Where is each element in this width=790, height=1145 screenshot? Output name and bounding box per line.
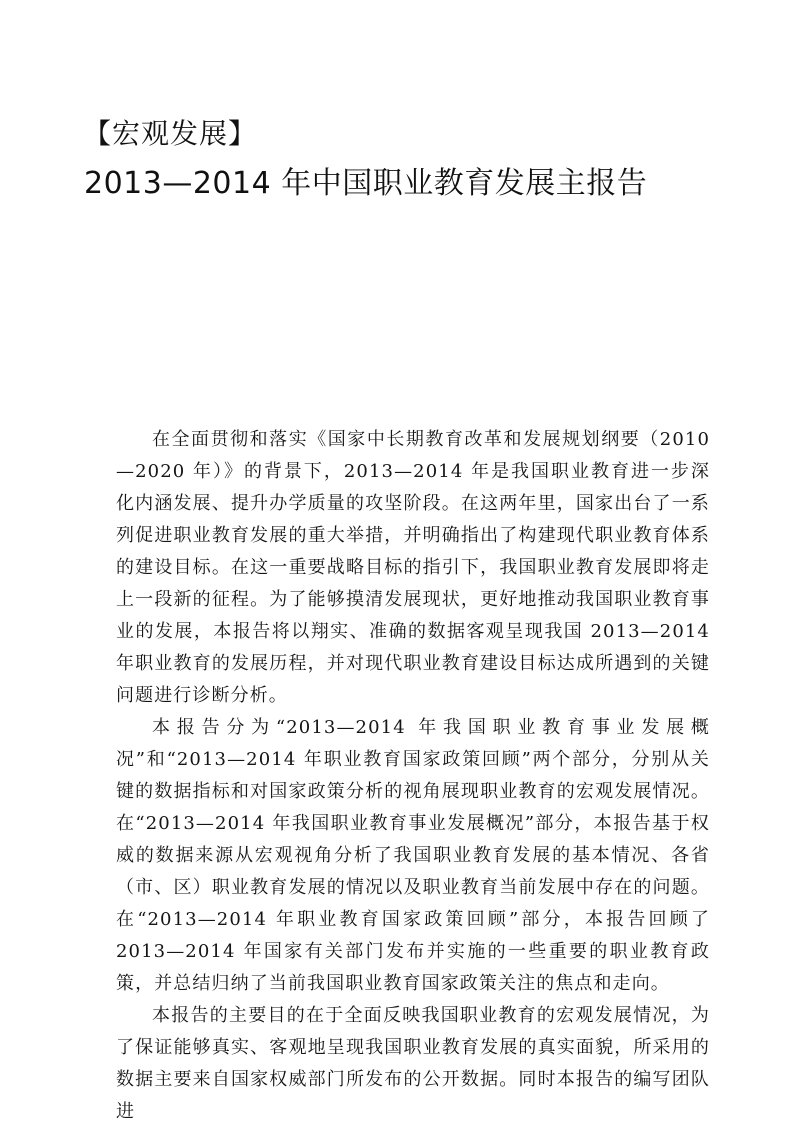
page-title: 2013—2014 年中国职业教育发展主报告 — [84, 166, 648, 201]
paragraph: 本报告分为“2013—2014 年我国职业教育事业发展概况”和“2013—2014 年职业教育国家政策回顾”两个部分，分别从关键的数据指标和对国家政策分析的视角展现职业教育的宏观发展情况。在“2013—2014 年我国职业教育事业发展概况”部分，本报告基于权威的数据来源从宏观视角分析了我国职业教育发展的基本情况、各省（市、区）职业教育发展的情况以及职业教育当前发展中存在的问题。在“2013—2014 年职业教育国家政策回顾”部分，本报告回顾了 2013—2014 年国家有关部门发布并实施的一些重要的职业教育政策，并总结归纳了当前我国职业教育国家政策关注的焦点和走向。 — [116, 717, 710, 994]
report-body — [116, 424, 710, 1128]
paragraph: 在全面贯彻和落实《国家中长期教育改革和发展规划纲要（2010—2020 年）》的背景下，2013—2014 年是我国职业教育进一步深化内涵发展、提升办学质量的攻坚阶段。在这两年里，国家出台了一系列促进职业教育发展的重大举措，并明确指出了构建现代职业教育体系的建设目标。在这一重要战略目标的指引下，我国职业教育发展即将走上一段新的征程。为了能够摸清发展现状，更好地推动我国职业教育事业的发展，本报告将以翔实、准确的数据客观呈现我国 2013—2014 年职业教育的发展历程，并对现代职业教育建设目标达成所遇到的关键问题进行诊断分析。 — [116, 429, 710, 706]
section-tag: 【宏观发展】 — [83, 117, 258, 150]
paragraph: 本报告的主要目的在于全面反映我国职业教育的宏观发展情况，为了保证能够真实、客观地呈现我国职业教育发展的真实面貌，所采用的数据主要来自国家权威部门所发布的公开数据。同时本报告的编写团队进 — [116, 1005, 710, 1122]
